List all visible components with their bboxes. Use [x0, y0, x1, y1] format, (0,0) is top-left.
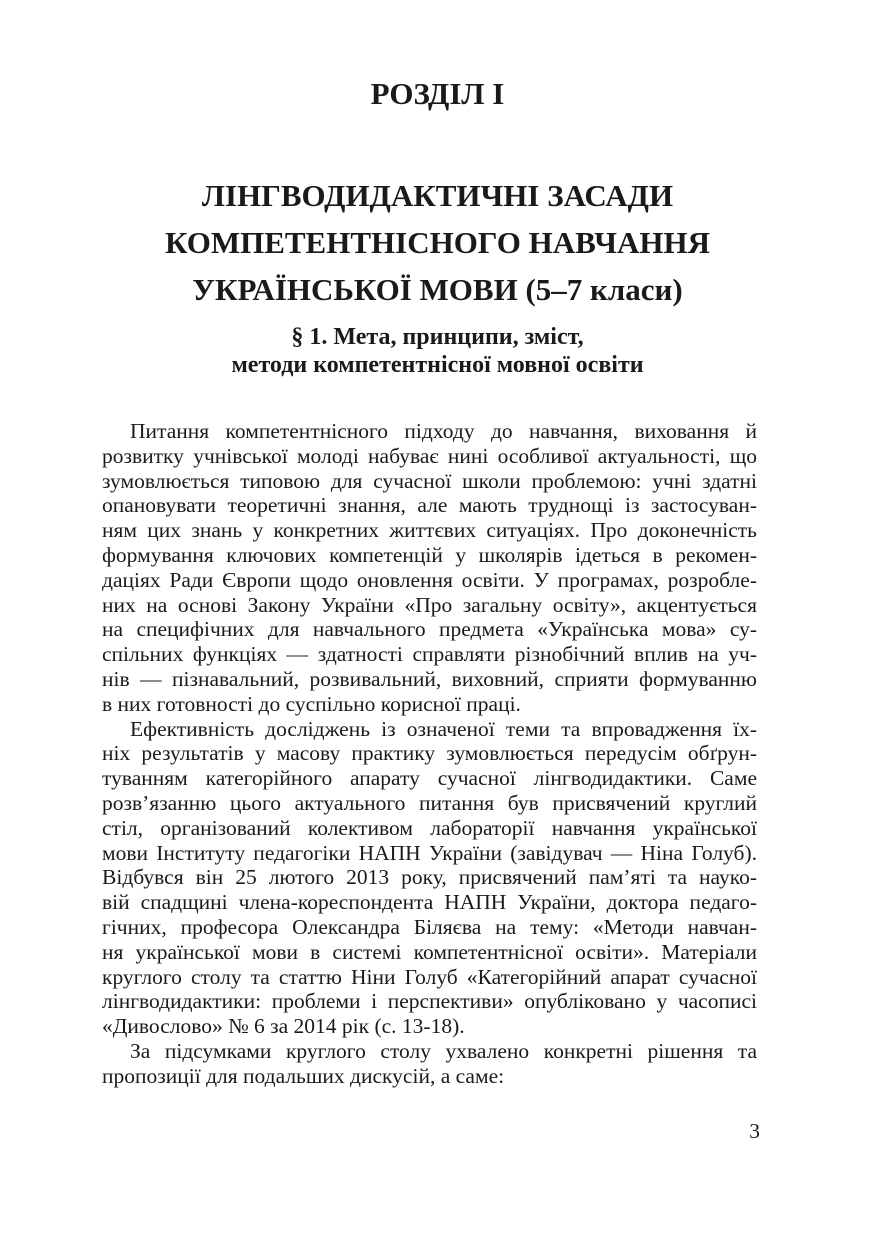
text-line: туванням категорійного апарату сучасної лінгводидактики. Саме	[102, 766, 757, 791]
text-line: зумовлюється типовою для сучасної школи проблемою: учні здатні	[102, 468, 757, 493]
section-heading	[0, 323, 875, 379]
paragraph	[102, 717, 757, 1039]
text-line: ням цих знань у конкретних життєвих ситуаціях. Про доконечність	[102, 518, 757, 543]
text-line: гічних, професора Олександра Біляєва на тему: «Методи навчан-	[102, 914, 757, 939]
text-line: лінгводидактики: проблеми і перспективи» опубліковано у часописі	[102, 989, 757, 1014]
text-line: на специфічних для навчального предмета «Українська мова» су-	[102, 617, 757, 642]
text-line: стіл, організований колективом лабораторії навчання української	[102, 815, 757, 840]
text-line: нів — пізнавальний, розвивальний, виховний, сприяти формуванню	[102, 666, 757, 691]
section-heading-line: методи компетентнісної мовної освіти	[231, 352, 644, 378]
text-line: спільних функціях — здатності справляти різнобічний вплив на уч-	[102, 642, 757, 667]
chapter-title-line: УКРАЇНСЬКОЇ МОВИ (5–7 класи)	[192, 272, 683, 307]
text-line: Ефективність досліджень із означеної теми та впровадження їх-	[130, 716, 757, 741]
chapter-title-line: КОМПЕТЕНТНІСНОГО НАВЧАННЯ	[165, 225, 710, 260]
text-line: пропозиції для подальших дискусій, а саме:	[102, 1063, 505, 1088]
text-line: формування ключових компетенцій у школярів ідеться в рекомен-	[102, 542, 757, 567]
text-line: розвитку учнівської молоді набуває нині особливої актуальності, що	[102, 443, 757, 468]
text-line: ня української мови в системі компетентнісної освіти». Матеріали	[102, 939, 757, 964]
chapter-title-line: ЛІНГВОДИДАКТИЧНІ ЗАСАДИ	[201, 178, 674, 213]
text-line: Питання компетентнісного підходу до навчання, виховання й	[130, 419, 757, 443]
body-text	[102, 419, 757, 1089]
text-line: вій спадщині члена-кореспондента НАПН України, доктора педаго-	[102, 890, 757, 915]
paragraph	[102, 419, 757, 717]
chapter-heading: РОЗДІЛ І	[370, 76, 505, 111]
text-line: розв’язанню цього актуального питання був присвячений круглий	[102, 790, 757, 815]
text-line: мови Інституту педагогіки НАПН України (завідувач — Ніна Голуб).	[102, 840, 757, 865]
text-line: «Дивослово» № 6 за 2014 рік (с. 13-18).	[102, 1014, 465, 1039]
text-line: опановувати теоретичні знання, але мають труднощі із застосуван-	[102, 493, 757, 518]
paragraph	[102, 1039, 757, 1089]
text-line: За підсумками круглого столу ухвалено конкретні рішення та	[130, 1038, 757, 1063]
chapter-title	[0, 172, 875, 313]
text-line: ніх результатів у масову практику зумовлюється передусім обґрун-	[102, 741, 757, 766]
text-line: в них готовності до суспільно корисної праці.	[102, 691, 521, 716]
text-line: даціях Ради Європи щодо оновлення освіти. У програмах, розробле-	[102, 567, 757, 592]
section-heading-line: § 1. Мета, принципи, зміст,	[291, 324, 584, 350]
text-line: них на основі Закону України «Про загальну освіту», акцентується	[102, 592, 757, 617]
page-number: 3	[749, 1119, 760, 1143]
text-line: круглого столу та статтю Ніни Голуб «Категорійний апарат сучасної	[102, 964, 757, 989]
text-line: Відбувся він 25 лютого 2013 року, присвячений пам’яті та науко-	[102, 865, 757, 890]
